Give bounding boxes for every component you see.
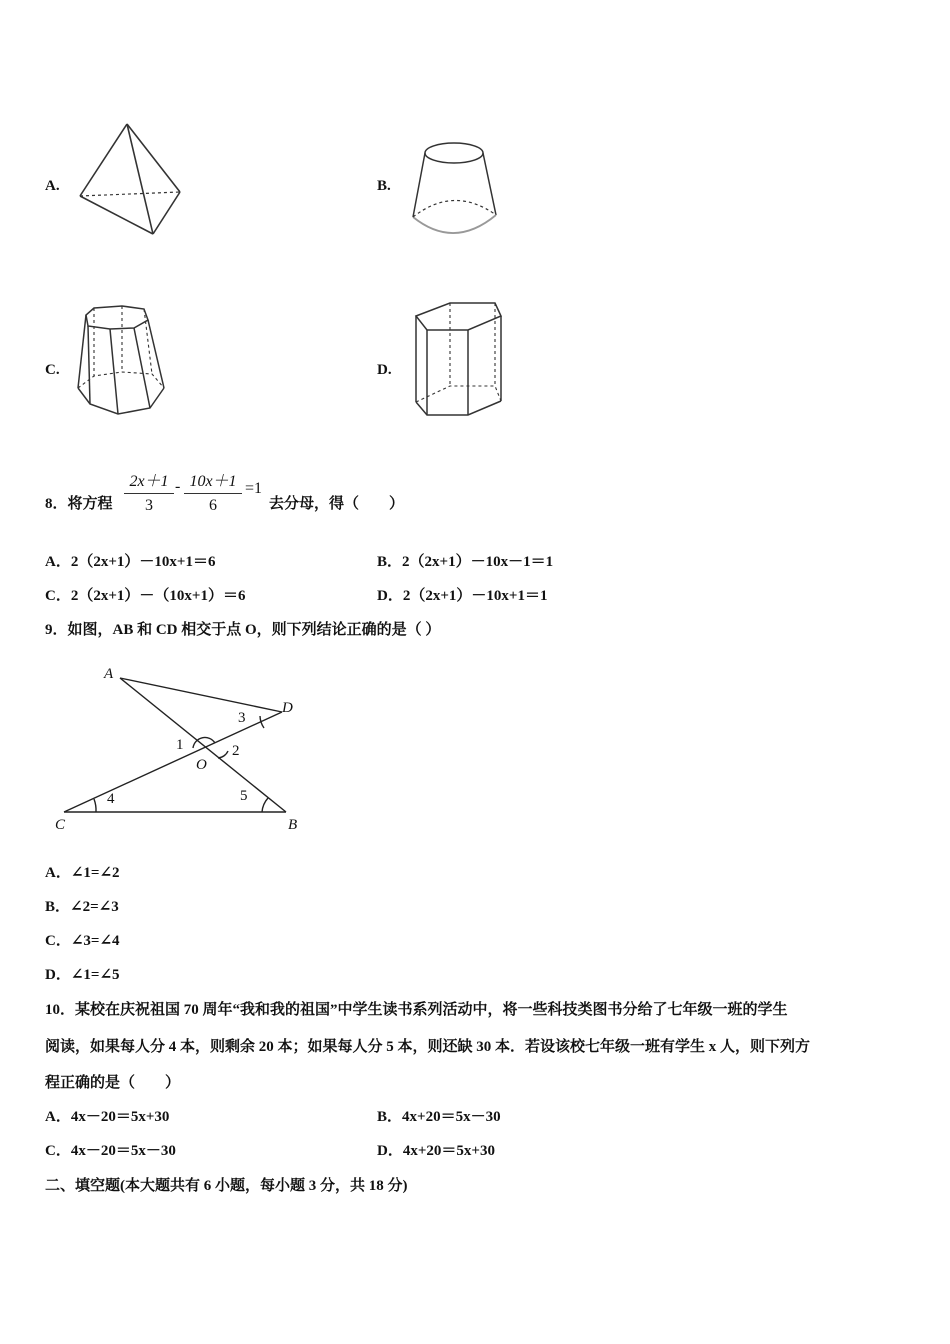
q7-option-b-label: B. [377, 178, 391, 194]
q9-stem: 9．如图，AB 和 CD 相交于点 O，则下列结论正确的是（ ） [45, 622, 441, 638]
q8-equals-one: =1 [245, 480, 263, 497]
option-label: A． [45, 1109, 71, 1125]
option-text: ∠1=∠2 [70, 865, 120, 881]
point-d-label: D [282, 700, 293, 716]
q10-option-d [377, 1141, 495, 1161]
option-text: 2（2x+1）－（10x+1）＝6 [70, 588, 246, 604]
option-text: 2（2x+1）－10x+1＝1 [402, 588, 548, 604]
q8-option-b [377, 552, 553, 572]
option-text: ∠1=∠5 [70, 967, 120, 983]
q8-fraction-2-denominator: 6 [209, 497, 217, 514]
q8-option-d [377, 586, 547, 606]
point-o-label: O [196, 757, 207, 773]
option-label: B． [45, 899, 71, 915]
option-label: C． [45, 1143, 71, 1159]
option-label: D． [377, 588, 403, 604]
q8-fraction-1-denominator: 3 [145, 497, 153, 514]
q10-option-a [45, 1107, 169, 1127]
q10-option-b [377, 1107, 501, 1127]
option-text: 4x－20＝5x+30 [70, 1109, 170, 1125]
q8-option-a [45, 552, 215, 572]
q8-option-c [45, 586, 245, 606]
hexagonal-prism-figure [413, 298, 508, 420]
option-text: 4x－20＝5x－30 [70, 1143, 176, 1159]
option-label: B． [377, 554, 403, 570]
option-label: B． [377, 1109, 403, 1125]
angle-1-label: 1 [176, 737, 184, 753]
option-text: ∠2=∠3 [70, 899, 119, 915]
option-label: C． [45, 588, 71, 604]
point-a-label: A [104, 666, 114, 682]
q7-option-c-label: C. [45, 362, 60, 378]
angle-3-label: 3 [238, 710, 246, 726]
option-text: 4x+20＝5x－30 [402, 1109, 501, 1125]
q8-minus-sign: - [175, 478, 181, 495]
option-text: 2（2x+1）－10x－1＝1 [402, 554, 554, 570]
q10-stem-line-2: 阅读，如果每人分 4 本，则剩余 20 本；如果每人分 5 本，则还缺 30 本．若设该校七年级一班有学生 x 人，则下列方 [45, 1039, 811, 1055]
option-label: D． [377, 1143, 403, 1159]
intersecting-lines-figure [50, 660, 320, 845]
q10-option-c [45, 1141, 176, 1161]
q8-fraction-2 [184, 468, 242, 515]
q10-stem-line-3: 程正确的是（ ） [45, 1075, 181, 1091]
q8-fraction-2-numerator: 10x＋1 [189, 473, 237, 490]
q8-stem-suffix: 去分母，得（ ） [269, 496, 405, 512]
option-text: 2（2x+1）－10x+1＝6 [70, 554, 216, 570]
option-text: ∠3=∠4 [70, 933, 120, 949]
tetrahedron-figure [75, 120, 190, 240]
option-label: A． [45, 554, 71, 570]
q9-option-b [45, 897, 119, 917]
q8-fraction-1-numerator: 2x＋1 [129, 473, 169, 490]
section-2-title: 二、填空题(本大题共有 6 小题，每小题 3 分，共 18 分) [45, 1178, 408, 1194]
octagonal-frustum-figure [72, 302, 172, 420]
q7-option-d-label: D. [377, 362, 392, 378]
q8-fraction-1 [124, 468, 174, 515]
point-b-label: B [288, 817, 298, 833]
q9-option-c [45, 931, 120, 951]
option-label: A． [45, 865, 71, 881]
option-label: C． [45, 933, 71, 949]
angle-2-label: 2 [232, 743, 240, 759]
option-text: 4x+20＝5x+30 [402, 1143, 495, 1159]
q8-stem-prefix: 8．将方程 [45, 496, 113, 512]
option-label: D． [45, 967, 71, 983]
point-c-label: C [55, 817, 66, 833]
q9-option-a [45, 863, 120, 883]
angle-5-label: 5 [240, 788, 248, 804]
angle-4-label: 4 [107, 791, 115, 807]
q7-option-a-label: A. [45, 178, 60, 194]
q9-option-d [45, 965, 120, 985]
frustum-cone-figure [408, 135, 503, 240]
q10-stem-line-1: 10．某校在庆祝祖国 70 周年“我和我的祖国”中学生读书系列活动中，将一些科技类图书分给了七年级一班的学生 [45, 1002, 788, 1018]
